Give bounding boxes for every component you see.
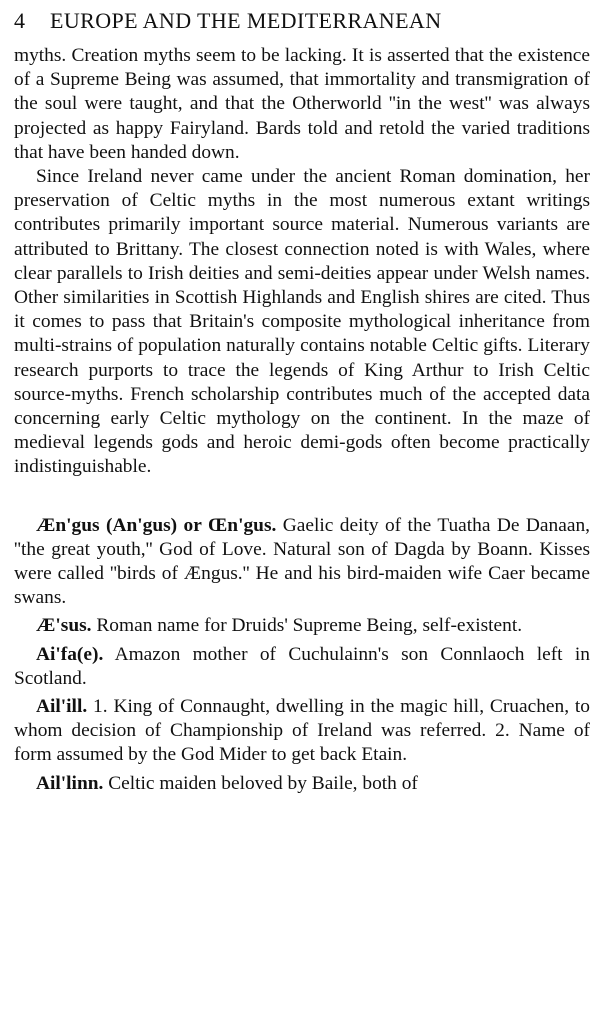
entry-term: Ail'ill. <box>36 696 88 718</box>
entry-term: Ail'linn. <box>36 772 104 794</box>
page-body <box>14 44 590 796</box>
dictionary-entry-aillinn <box>14 772 590 796</box>
entry-definition: Roman name for Druids' Supreme Being, self-existent. <box>96 615 523 637</box>
entry-definition: Gaelic deity of the Tuatha De Danaan, ''the great youth,'' God of Love. Natural son of Dagda by Boann. Kisses were called ''birds of Ængus.'' He and his bird-maiden wife Caer became swans. <box>14 514 590 609</box>
dictionary-entry-aengus <box>14 514 590 611</box>
entry-term: Æn'gus (An'gus) or Œn'gus. <box>36 514 277 536</box>
dictionary-entry-ailill <box>14 695 590 768</box>
running-title: EUROPE AND THE MEDITERRANEAN <box>50 8 442 33</box>
entry-term: Æ'sus. <box>36 615 92 637</box>
dictionary-entry-aesus <box>14 614 590 638</box>
running-head <box>14 8 590 44</box>
dictionary-entry-aifa <box>14 643 590 691</box>
entry-definition: Celtic maiden beloved by Baile, both of <box>108 772 418 794</box>
entry-definition: Amazon mother of Cuchulainn's son Connlaoch left in Scotland. <box>14 643 590 689</box>
intro-paragraph-continued: myths. Creation myths seem to be lacking. It is asserted that the existence of a Supreme Being was assumed, that immortality and transmigration of the soul were taught, and that the Otherworld ''in the west'' was always projected as happy Fairyland. Bards told and retold the varied traditions that have been handed down. <box>14 45 590 163</box>
intro-paragraph: Since Ireland never came under the ancient Roman domination, her preservation of Celtic myths in the most numerous extant writings contributes primarily important source material. Numerous variants are attributed to Brittany. The closest connection noted is with Wales, where clear parallels to Irish deities and semi-deities appear under Welsh names. Other similarities in Scottish Highlands and English shires are cited. Thus it comes to pass that Britain's composite mythological inheritance from multi-strains of population naturally contains notable Celtic gifts. Literary research purports to trace the legends of King Arthur to Irish Celtic source-myths. French scholarship contributes much of the accepted data concerning early Celtic mythology on the continent. In the maze of medieval legends gods and heroic demi-gods often become practically indistinguishable. <box>14 166 590 478</box>
section-gap <box>14 480 590 514</box>
entry-definition: 1. King of Connaught, dwelling in the magic hill, Cruachen, to whom decision of Championship of Ireland was referred. 2. Name of form assumed by the God Mider to get back Etain. <box>14 696 590 766</box>
page-number: 4 <box>14 8 26 33</box>
entry-term: Ai'fa(e). <box>36 643 104 665</box>
